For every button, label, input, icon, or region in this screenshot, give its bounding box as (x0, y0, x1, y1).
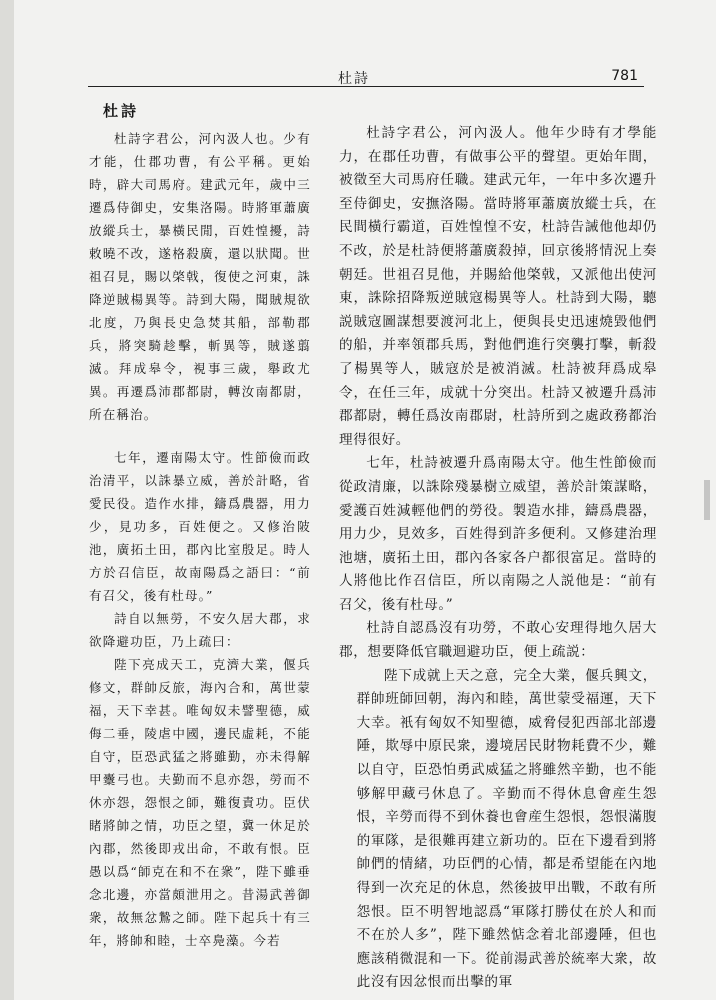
translation-paragraph-2: 七年，杜詩被遷升爲南陽太守。他生性節儉而從政清廉，以誅除殘暴樹立威望，善於計策謀略，愛護百姓減輕他們的勞役。製造水排，鑄爲農器，用力少，見效多，百姓得到許多便利。又修建治理池塘，廣拓土田，郡內各家各户都很富足。當時的人將他比作召信臣，所以南陽之人説他是：“前有召父，後有杜母。” (339, 455, 657, 613)
scan-artifact (704, 480, 710, 520)
classical-paragraph-3: 詩自以無勞，不安久居大郡，求欲降避功臣，乃上疏曰： (89, 611, 311, 649)
translation-column (339, 122, 657, 992)
translation-memorial-quote: 陛下成就上天之意，完全大業，偃兵興文，群帥班師回朝，海內和睦，萬世蒙受福運，天下大幸。衹有匈奴不知聖德，威脅侵犯西部北部邊陲，欺辱中原民衆，邊境居民財物耗費不少，難以自守，臣恐怕勇武威猛之將雖然辛勤，也不能够解甲藏弓休息了。辛勤而不得休息會産生怨恨，辛勞而得不到休養也會産生怨恨，怨恨滿腹的軍隊，是很難再建立新功的。臣在下邊看到將帥們的情緒，功臣們的心情，都是希望能在內地得到一次充足的休息，然後披甲出戰，不敢有所怨恨。臣不明智地認爲“軍隊打勝仗在於人和而不在於人多”，陛下雖然惦念着北部邊陲，但也應該稍微混和一下。從前湯武善於統率大衆，故此沒有因忿恨而出擊的軍 (356, 667, 657, 991)
section-title: 杜詩 (103, 102, 140, 120)
classical-text-column (89, 100, 311, 970)
page-header (88, 56, 644, 86)
translation-paragraph-3: 杜詩自認爲沒有功勞，不敢心安理得地久居大郡，想要降低官職迴避功臣，便上疏説： (339, 620, 657, 661)
classical-memorial-quote: 陛下亮成天工，克濟大業，偃兵修文，群帥反旅，海內合和，萬世蒙福，天下幸甚。唯匈奴未譬聖德，威侮二垂，陵虐中國，邊民虛耗，不能自守，臣恐武猛之將雖勤，亦未得解甲櫜弓也。夫勤而不息亦怨，勞而不休亦怨，怨恨之師，難復責功。臣伏睹將帥之情，功臣之望，冀一休足於內郡，然後即戎出命，不敢有恨。臣愚以爲“師克在和不在衆”，陛下雖垂念北邊，亦當頗泄用之。昔湯武善御衆，故無忿鷙之師。陛下起兵十有三年，將帥和睦，士卒鳧藻。今若 (89, 657, 311, 948)
translation-paragraph-1: 杜詩字君公，河內汲人。他年少時有才學能力，在郡任功曹，有做事公平的聲望。更始年間，被徵至大司馬府任職。建武元年，一年中多次遷升至侍御史，安撫洛陽。當時將軍蕭廣放縱士兵，在民間橫行霸道，百姓惶惶不安，杜詩告誡他他却仍不改，於是杜詩便將蕭廣殺掉，回京後將情況上奏朝廷。世祖召見他，并賜給他棨戟，又派他出使河東，誅除招降叛逆賊寇楊異等人。杜詩到大陽，聽説賊寇圖謀想要渡河北上，便與長史迅速燒毀他們的船，并率領郡兵馬，對他們進行突襲打擊，斬殺了楊異等人，賊寇於是被消滅。杜詩被拜爲成皋令，在任三年，成就十分突出。杜詩又被遷升爲沛郡都尉，轉任爲汝南郡尉，杜詩所到之處政務都治理得很好。 (339, 125, 657, 448)
page-number: 781 (611, 68, 638, 84)
running-title: 杜詩 (338, 71, 370, 87)
header-rule (88, 86, 644, 87)
classical-paragraph-1: 杜詩字君公，河內汲人也。少有才能，仕郡功曹，有公平稱。更始時，辟大司馬府。建武元年，歲中三遷爲侍御史，安集洛陽。時將軍蕭廣放縱兵士，暴橫民閒，百姓惶擾，詩敕曉不改，遂格殺廣，還以狀聞。世祖召見，賜以棨戟，復使之河東，誅降逆賊楊異等。詩到大陽，聞賊規欲北度，乃與長史急焚其船，部勒郡兵，將突騎趁擊，斬異等，賊遂翦滅。拜成皋令，視事三歲，舉政尤異。再遷爲沛郡都尉，轉汝南都尉，所在稱治。 (89, 131, 311, 422)
scan-shadow-edge (0, 0, 14, 1000)
classical-paragraph-2: 七年，遷南陽太守。性節儉而政治清平，以誅暴立威，善於計略，省愛民役。造作水排，鑄爲農器，用力少，見功多，百姓便之。又修治陂池，廣拓土田，郡內比室殷足。時人方於召信臣，故南陽爲之語曰：“前有召父，後有杜母。” (89, 450, 311, 603)
